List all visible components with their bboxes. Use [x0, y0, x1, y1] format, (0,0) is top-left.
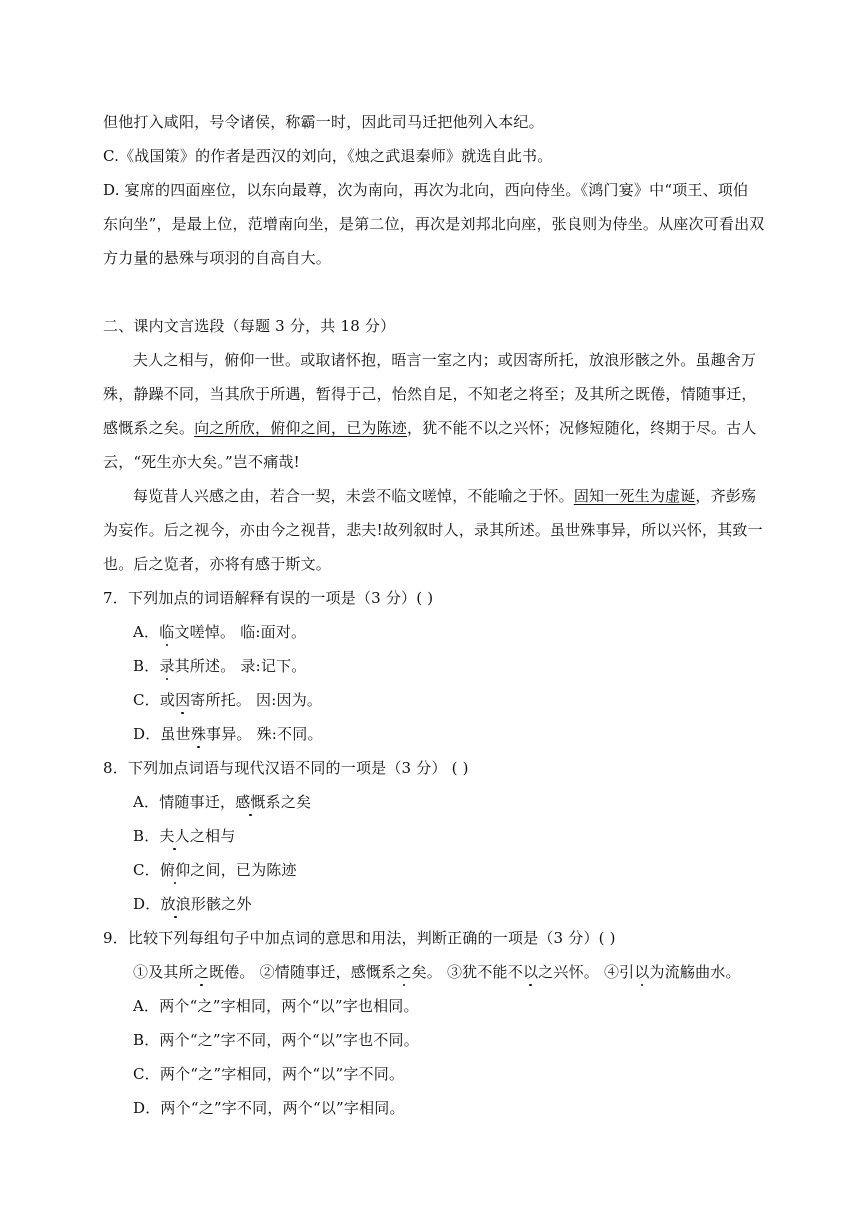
dotted-word: 以 — [522, 963, 539, 981]
dotted-word: 临 — [159, 623, 175, 641]
q7-option-a: A．临文嗟悼。 临:面对。 — [133, 623, 307, 641]
dotted-word: 以 — [634, 963, 650, 981]
passage-line: 感慨系之矣。向之所欣，俯仰之间，已为陈迹，犹不能不以之兴怀；况修短随化，终期于尽。古人 — [103, 419, 757, 437]
q9-option-d: D．两个“之”字不同，两个“以”字相同。 — [133, 1099, 405, 1117]
passage-line: 殊，静躁不同，当其欣于所遇，暂得于己，怡然自足，不知老之将至；及其所之既倦，情随事迁， — [103, 385, 757, 403]
passage-line: 也。后之览者，亦将有感于斯文。 — [103, 555, 332, 573]
dotted-word: 录 — [159, 657, 175, 675]
q9-option-c: C．两个“之”字相同，两个“以”字不同。 — [133, 1065, 405, 1083]
dotted-word: 因 — [175, 691, 191, 709]
dotted-word: 俯仰 — [159, 861, 191, 879]
q7-option-c: C．或因寄所托。 因:因为。 — [133, 691, 323, 709]
option-d-cont: 方力量的悬殊与项羽的自高自大。 — [103, 249, 332, 267]
dotted-word: 殊 — [190, 725, 207, 743]
underlined-sentence: 固知一死生为虚诞 — [573, 487, 696, 505]
q8-option-c: C．俯仰之间，已为陈迹 — [133, 861, 297, 879]
option-c: C.《战国策》的作者是西汉的刘向，《烛之武退秦师》就选自此书。 — [103, 147, 553, 165]
dotted-word: 之 — [396, 963, 412, 981]
passage-line: 每览昔人兴感之由，若合一契，未尝不临文嗟悼，不能喻之于怀。固知一死生为虚诞，齐彭殇 — [133, 487, 757, 505]
question-7: 7．下列加点的词语解释有误的一项是（3 分）( ) — [103, 589, 434, 607]
section-heading: 二、课内文言选段（每题 3 分，共 18 分） — [103, 317, 396, 335]
q8-option-b: B．夫人之相与 — [133, 827, 236, 845]
q7-option-d: D．虽世殊事异。 殊:不同。 — [133, 725, 323, 743]
text-line: 但他打入咸阳，号令诸侯，称霸一时，因此司马迁把他列入本纪。 — [103, 113, 544, 131]
passage-line: 夫人之相与，俯仰一世。或取诸怀抱，晤言一室之内；或因寄所托，放浪形骸之外。虽趣舍万 — [133, 351, 757, 369]
dotted-word: 之 — [193, 963, 210, 981]
option-d-cont: 东向坐”，是最上位，范增南向坐，是第二位，再次是刘邦北向座，张良则为侍坐。从座次可看出双 — [103, 215, 765, 233]
q8-option-d: D．放浪形骸之外 — [133, 895, 252, 913]
q7-option-b: B．录其所述。 录:记下。 — [133, 657, 307, 675]
q9-option-b: B．两个“之”字不同，两个“以”字也不同。 — [133, 1031, 419, 1049]
dotted-word: 夫人 — [159, 827, 190, 845]
q9-option-a: A．两个“之”字相同，两个“以”字也相同。 — [133, 997, 419, 1015]
q8-option-a: A．情随事迁，感慨系之矣 — [133, 793, 312, 811]
passage-line: 云，“死生亦大矣。”岂不痛哉! — [103, 453, 300, 471]
dotted-word: 感慨 — [235, 793, 266, 811]
option-d: D. 宴席的四面座位，以东向最尊，次为南向，再次为北向，西向侍坐。《鸿门宴》中“项王、项伯 — [103, 181, 749, 199]
question-8: 8．下列加点词语与现代汉语不同的一项是（3 分） ( ) — [103, 759, 469, 777]
question-9: 9．比较下列每组句子中加点词的意思和用法，判断正确的一项是（3 分）( ) — [103, 929, 616, 947]
passage-line: 为妄作。后之视今，亦由今之视昔，悲夫!故列叙时人，录其所述。虽世殊事异，所以兴怀，其致一 — [103, 521, 763, 539]
q9-sentences: ①及其所之既倦。 ②情随事迁，感慨系之矣。 ③犹不能不以之兴怀。 ④引以为流觞曲水。 — [133, 963, 741, 981]
dotted-word: 放浪 — [160, 895, 191, 913]
underlined-sentence: 向之所欣，俯仰之间，已为陈迹 — [194, 419, 408, 437]
